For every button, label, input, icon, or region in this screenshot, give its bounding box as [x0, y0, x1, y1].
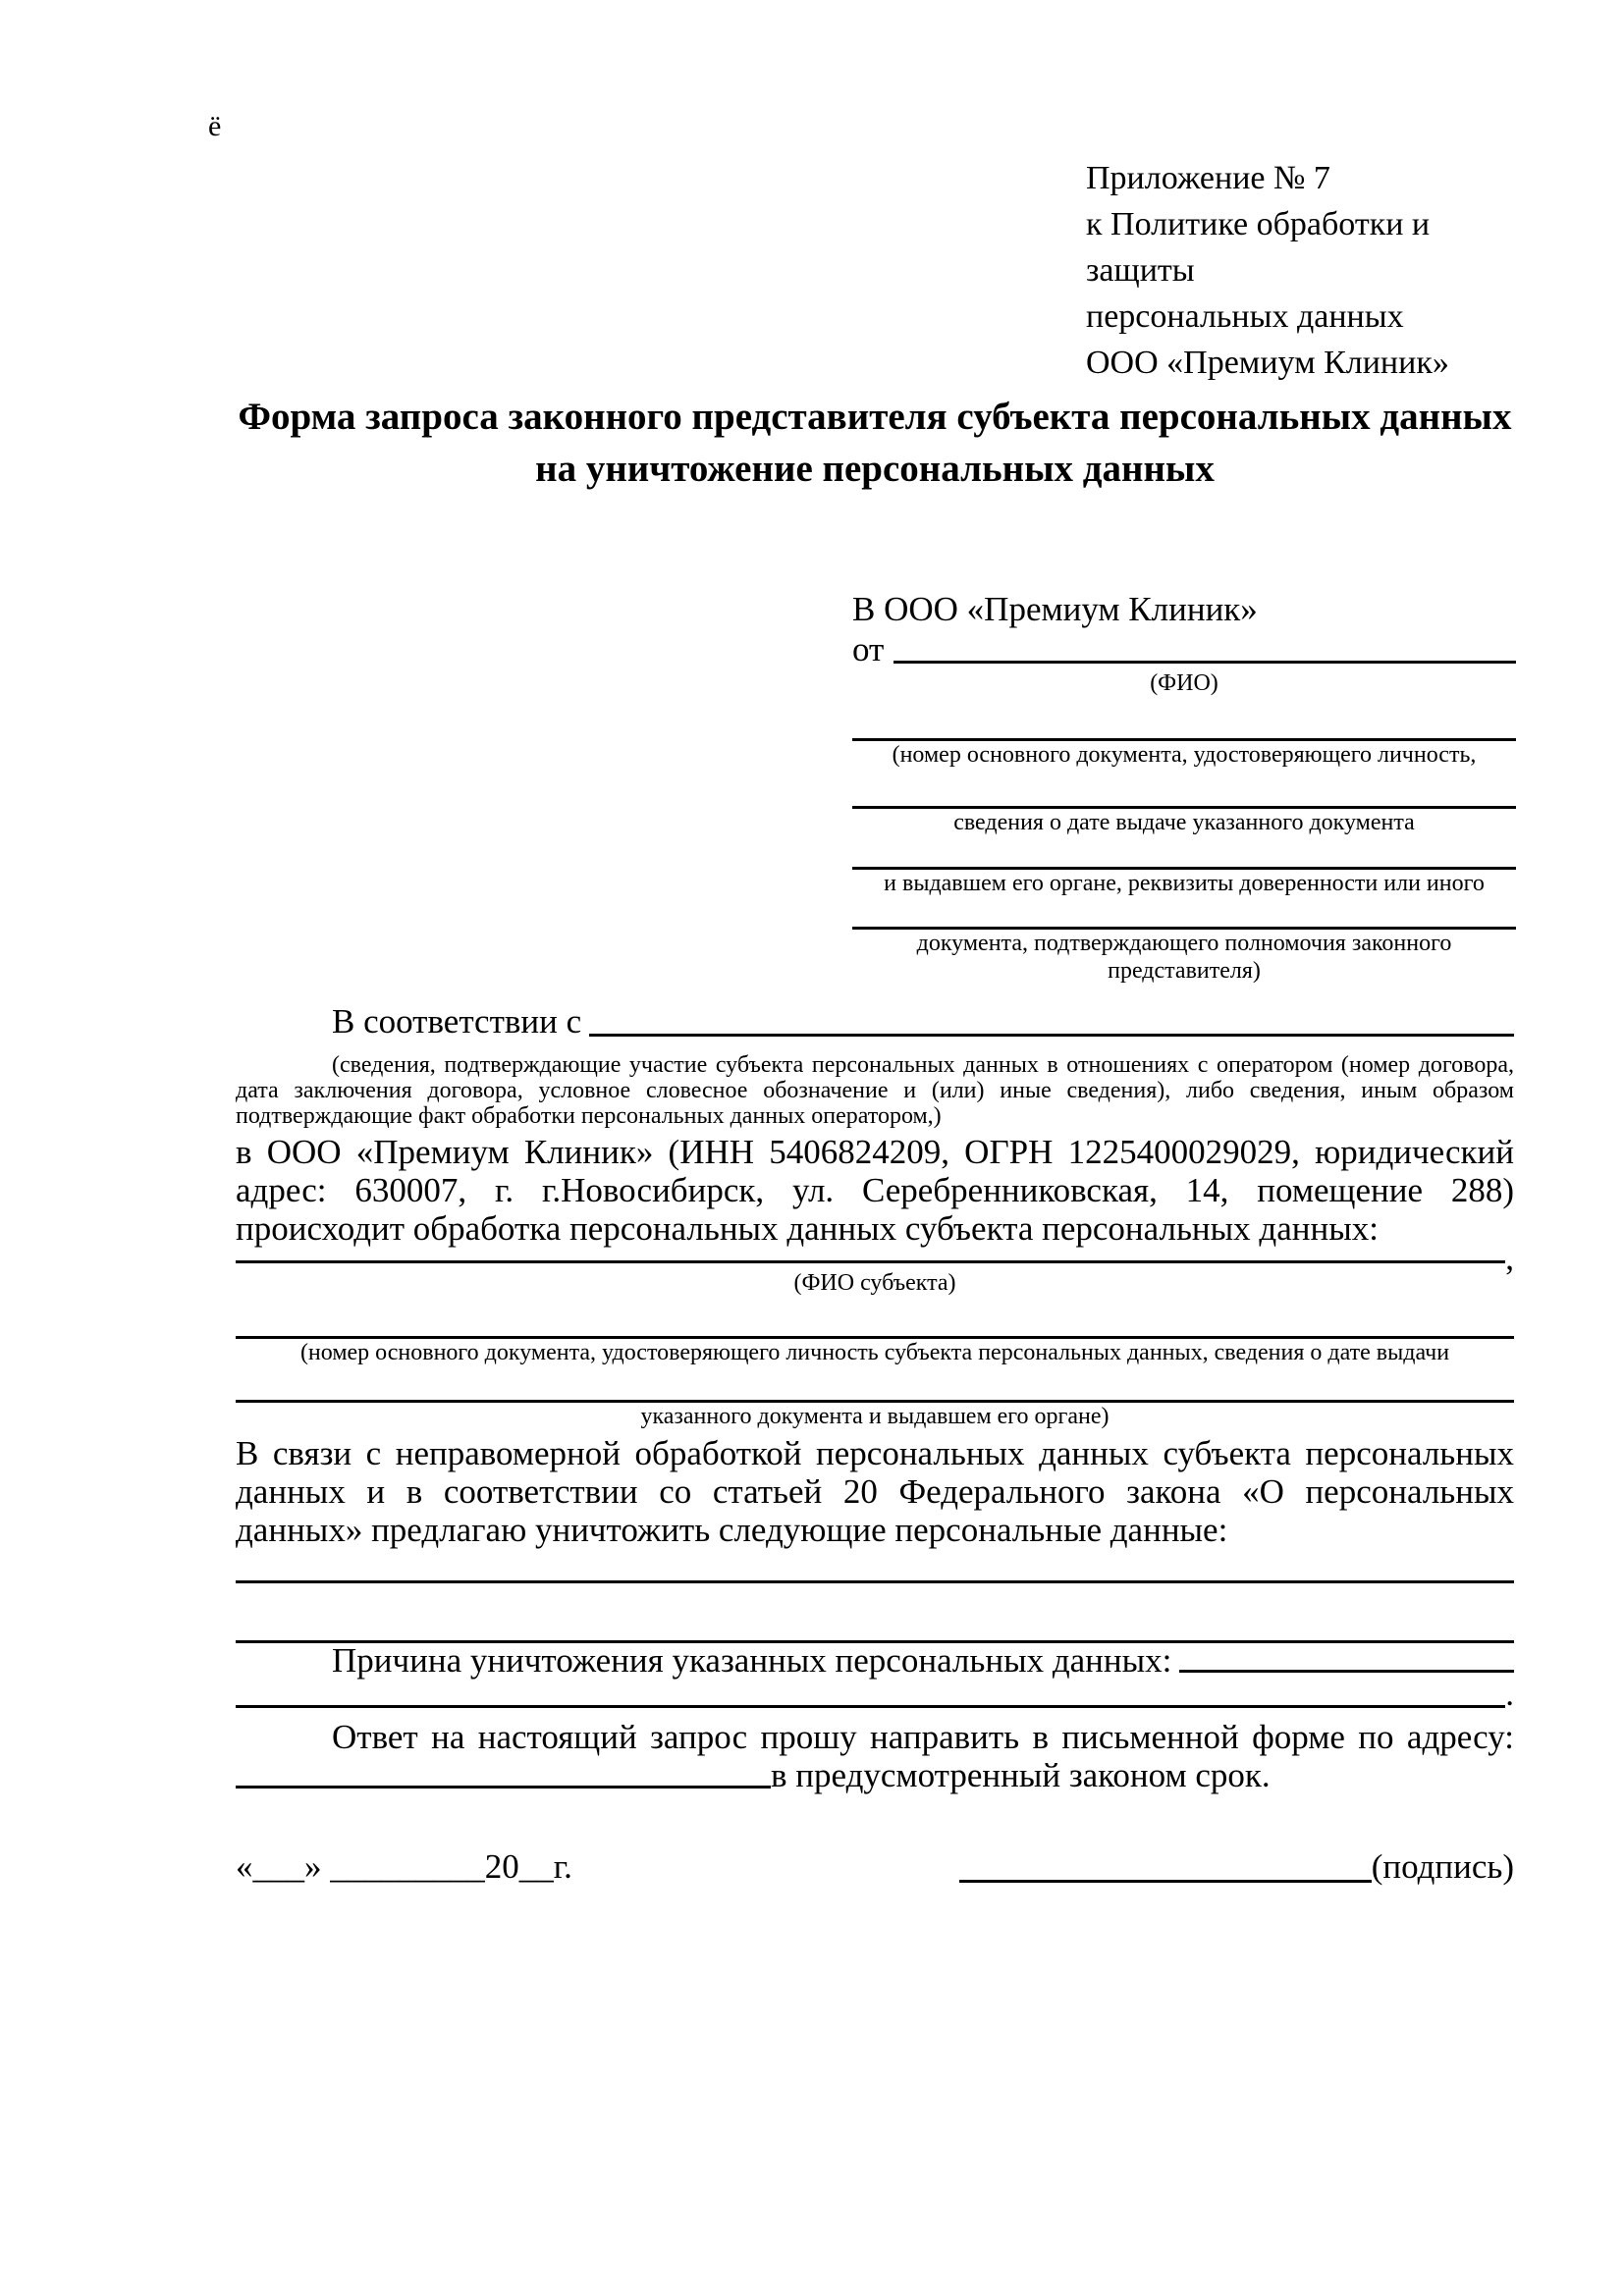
reason-blank-line-1 — [1179, 1670, 1514, 1673]
form-title-line-2: на уничтожение персональных данных — [535, 448, 1215, 490]
representative-doc-caption-2: сведения о дате выдаче указанного документа — [953, 810, 1415, 835]
reason-end-row — [236, 1675, 1514, 1714]
answer-address-blank-line — [236, 1786, 771, 1789]
subject-fio-line-row — [236, 1239, 1514, 1277]
subject-fio-caption: (ФИО субъекта) — [793, 1270, 956, 1296]
fio-caption: (ФИО) — [1150, 670, 1218, 696]
representative-doc-caption-4: документа, подтверждающего полномочия законного представителя) — [916, 931, 1452, 984]
subject-doc-caption-1: (номер основного документа, удостоверяющего личность субъекта персональных данных, сведения о дате выдачи — [299, 1340, 1450, 1365]
signature-blank-line — [959, 1880, 1372, 1883]
data-to-destroy-blank-line-1 — [236, 1551, 1514, 1583]
appendix-header — [1086, 155, 1538, 386]
representative-fio-blank-line — [893, 661, 1516, 664]
subject-doc-blank-line-1 — [236, 1297, 1514, 1339]
demand-paragraph: В связи с неправомерной обработкой персональных данных субъекта персональных данных и в соответствии со статьей 20 Федерального закона «О персональных данных» предлагаю уничтожить следующие персональные данные: — [236, 1434, 1514, 1549]
representative-doc-blank-line-4 — [852, 897, 1516, 930]
subject-fio-blank-line — [236, 1260, 1505, 1263]
representative-doc-blank-line-3 — [852, 836, 1516, 870]
accordance-lead: В соответствии с — [332, 1002, 582, 1041]
subject-doc-caption-2: указанного документа и выдавшем его органе) — [640, 1404, 1110, 1429]
subject-doc-blank-line-2 — [236, 1366, 1514, 1403]
from-row — [852, 630, 1516, 669]
representative-doc-blank-line-1 — [852, 697, 1516, 741]
date-line: «___» _________20__г. — [236, 1847, 572, 1886]
appendix-header-line-4: ООО «Премиум Клиник» — [1086, 345, 1449, 381]
reason-blank-line-2 — [236, 1705, 1505, 1708]
answer-tail: в предусмотренный законом срок. — [771, 1756, 1271, 1794]
accordance-blank-line — [589, 1034, 1514, 1037]
data-to-destroy-blank-line-2 — [236, 1583, 1514, 1643]
answer-address-row — [236, 1757, 1514, 1794]
form-title-line-1: Форма запроса законного представителя субъекта персональных данных — [238, 396, 1512, 438]
representative-doc-caption-3: и выдавшем его органе, реквизиты доверенности или иного — [884, 871, 1485, 896]
addressee-block — [852, 589, 1516, 985]
form-title — [236, 391, 1514, 495]
signature-caption: (подпись) — [1371, 1847, 1514, 1886]
appendix-header-line-2: к Политике обработки и защиты — [1086, 206, 1431, 289]
representative-doc-caption-1: (номер основного документа, удостоверяющего личность, — [892, 742, 1477, 768]
reason-lead: Причина уничтожения указанных персональных данных: — [332, 1641, 1172, 1680]
operator-paragraph: в ООО «Премиум Клиник» (ИНН 5406824209, ОГРН 1225400029029, юридический адрес: 630007, г. г.Новосибирск, ул. Серебренниковская, 14, помещение 288) происходит обработка персональных данных субъекта персональных данных: — [236, 1133, 1514, 1248]
reason-row — [236, 1643, 1514, 1679]
subject-fio-line-comma: , — [1505, 1239, 1514, 1277]
reason-line-period: . — [1505, 1675, 1514, 1713]
answer-lead: Ответ на настоящий запрос прошу направить в письменной форме по адресу: — [332, 1718, 1514, 1756]
addressee-to: В ООО «Премиум Клиник» — [852, 590, 1258, 628]
from-label: от — [852, 630, 885, 668]
appendix-header-line-1: Приложение № 7 — [1086, 160, 1330, 196]
stray-char: ё — [208, 110, 222, 142]
accordance-fine-print: (сведения, подтверждающие участие субъекта персональных данных в отношениях с оператором (номер договора, дата заключения договора, условное словесное обозначение и (или) иные сведения), либо сведения, иным образом подтверждающие факт обработки персональных данных оператором,) — [236, 1052, 1514, 1129]
appendix-header-line-3: персональных данных — [1086, 298, 1404, 335]
footer-row — [236, 1845, 1514, 1889]
accordance-row — [236, 1001, 1514, 1042]
representative-doc-blank-line-2 — [852, 769, 1516, 809]
signature-block — [959, 1845, 1514, 1889]
body-block — [236, 1001, 1514, 1794]
